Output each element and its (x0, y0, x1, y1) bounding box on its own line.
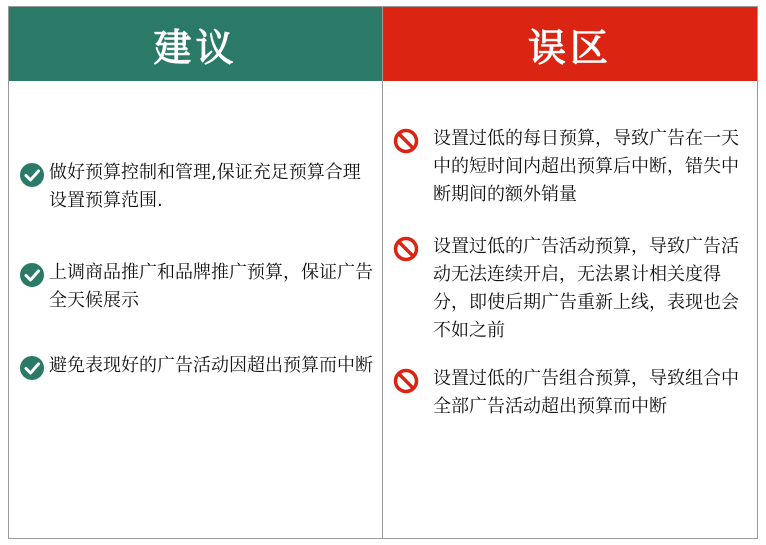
checkmark-circle-icon (19, 355, 45, 381)
misconceptions-column (383, 6, 758, 539)
suggestion-text: 做好预算控制和管理,保证充足预算合理设置预算范围. (49, 162, 361, 211)
suggestions-column (8, 6, 383, 539)
suggestion-item (19, 352, 378, 381)
suggestion-item (19, 259, 378, 315)
misconception-item (393, 365, 749, 421)
suggestions-header: 建议 (9, 7, 382, 81)
checkmark-circle-icon (19, 162, 45, 188)
prohibited-icon (393, 128, 419, 154)
suggestion-text: 避免表现好的广告活动因超出预算而中断 (49, 355, 373, 376)
misconceptions-header: 误区 (383, 7, 757, 81)
misconception-text: 设置过低的广告活动预算，导致广告活动无法连续开启，无法累计相关度得分，即使后期广告重新上线，表现也会不如之前 (433, 236, 739, 341)
misconception-text: 设置过低的广告组合预算，导致组合中全部广告活动超出预算而中断 (433, 368, 739, 417)
suggestion-text: 上调商品推广和品牌推广预算，保证广告全天候展示 (49, 262, 373, 311)
misconception-item (393, 233, 749, 345)
checkmark-circle-icon (19, 262, 45, 288)
suggestion-item (19, 159, 378, 215)
misconception-text: 设置过低的每日预算，导致广告在一天中的短时间内超出预算后中断，错失中断期间的额外销量 (433, 128, 739, 205)
prohibited-icon (393, 236, 419, 262)
misconception-item (393, 125, 749, 209)
prohibited-icon (393, 368, 419, 394)
